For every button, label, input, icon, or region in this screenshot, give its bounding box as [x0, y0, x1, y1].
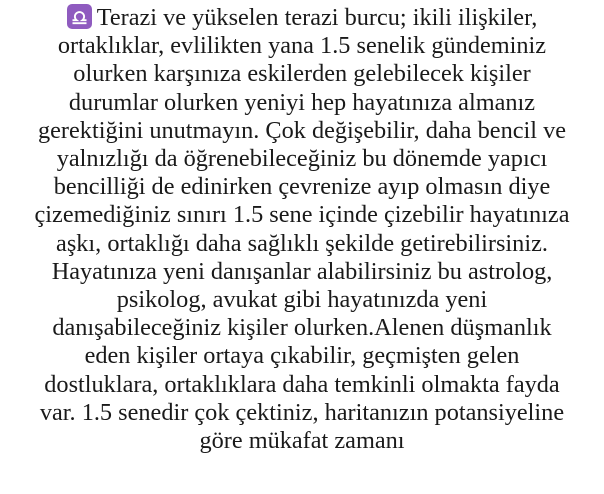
text-line: eden kişiler ortaya çıkabilir, geçmişten gelen — [84, 342, 520, 370]
text-line: Terazi ve yükselen terazi burcu; ikili ilişkiler, — [0, 4, 604, 32]
text-line: aşkı, ortaklığı daha sağlıklı şekilde getirebilirsiniz. — [56, 229, 548, 257]
text-line: bencilliği de edinirken çevrenize ayıp olmasın diye — [53, 173, 551, 201]
text-line: var. 1.5 senedir çok çektiniz, haritanızın potansiyeline — [39, 398, 565, 426]
text-line: göre mükafat zamanı — [199, 427, 405, 455]
libra-zodiac-icon — [67, 4, 92, 29]
text-line: gerektiğini unutmayın. Çok değişebilir, daha bencil ve — [37, 116, 567, 144]
text-line: çizemediğiniz sınırı 1.5 sene içinde çizebilir hayatınıza — [34, 201, 570, 229]
text-line: psikolog, avukat gibi hayatınızda yeni — [116, 286, 488, 314]
text-line: Hayatınıza yeni danışanlar alabilirsiniz bu astrolog, — [51, 257, 553, 285]
text-line: ortaklıklar, evlilikten yana 1.5 senelik gündeminiz — [57, 32, 547, 60]
text-line: dostluklara, ortaklıklara daha temkinli olmakta fayda — [44, 370, 560, 398]
text-line: danışabileceğiniz kişiler olurken.Alenen düşmanlık — [52, 314, 552, 342]
horoscope-paragraph — [0, 4, 604, 455]
text-line: yalnızlığı da öğrenebileceğiniz bu dönemde yapıcı — [56, 145, 548, 173]
text-line: olurken karşınıza eskilerden gelebilecek kişiler — [73, 60, 531, 88]
text-line: durumlar olurken yeniyi hep hayatınıza almanız — [68, 88, 536, 116]
